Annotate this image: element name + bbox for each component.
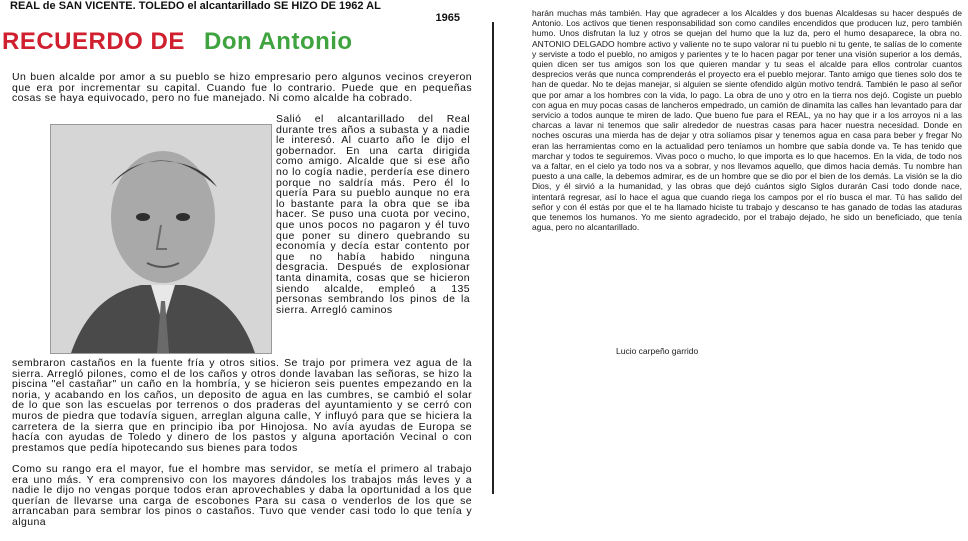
title-part-recuerdo: RECUERDO DE xyxy=(2,28,185,55)
beside-photo-paragraph: Salió el alcantarillado del Real durante tres años a subasta y a nadie le interesó. Al cuarto año le dijo el gobernador. En una carta dirigida como amigo. Alcalde que si ese año no lo cogía nadie, perdería ese dinero porque no saldría más. Pero él lo quería Para su pueblo aunque no era lo bastante para la obra que se iba hacer. Se puso una cuota por vecino, que unos pocos no pagaron y él tuvo que poner su dinero quebrando su economía y decía estar contento por que no había habido ninguna desgracia. Después de explosionar tanta dinamita, cosas que se hicieron siendo alcalde, empleó a 135 personas sembrando los pinos de la sierra. Arregló caminos xyxy=(276,113,470,316)
portrait-image-icon xyxy=(51,125,271,353)
portrait-photo xyxy=(50,124,272,354)
page-title xyxy=(2,28,353,56)
right-column xyxy=(532,8,962,232)
signature: Lucio carpeño garrido xyxy=(616,346,699,356)
column-divider xyxy=(492,22,494,494)
intro-paragraph: Un buen alcalde por amor a su pueblo se hizo empresario pero algunos vecinos creyeron que era por incrementar su capital. Cuando fue lo contrario. Puede que en pequeñas cosas se haya equivocado, pero no fue manejado. Ni como alcalde ha cobrado. xyxy=(12,71,472,105)
closing-paragraph: Como su rango era el mayor, fue el hombre mas servidor, se metía el primero al trabajo era uno más. Y era comprensivo con los mayores dándoles los trabajos más leves y a nadie le dijo no vengas porque todos eran aprovechables y daba la oportunidad a los que querían de llevarse una carga de escobones Para su casa o venderlos de los que se arrancaban para sembrar los pinos o castaños. Tuvo que vender casi todo lo que tenía y alguna xyxy=(12,463,472,528)
title-part-don-antonio: Don Antonio xyxy=(204,28,353,55)
header-year-end: 1965 xyxy=(435,12,460,24)
right-column-text: harán muchas más también. Hay que agradecer a los Alcaldes y dos buenas Alcaldesas su hacer después de Antonio. Los activos que tienen responsabilidad son como candiles encendidos que producen luz, pero también humo. Unos disfrutan la luz y otros se quejan del humo que la luz da, pero el humo desaparece, la obra no. ANTONIO DELGADO hombre activo y valiente no te supo valorar ni tu pueblo ni tu gente, te salías de lo comente y serviste a todo el pueblo, no amigos y parientes y te lo hacen pagar por tener una visión superior a los demás, quien dicen ser tus amigos son los que quieren mandar y tu seas el alcalde para ellos controlar cuantos desprecios verás que nunca comprenderás el proyecto era el pueblo mejorar. Tanto amigo que tienes solo dos te han de quedar. No te dejas manejar, si alguien se siente ofendido algún motivo tendrá. También le paso al señor que por amar a los hombres con la vida, lo pago. La obra de uno y otro en la tierra nos dejó. Cogiste un pueblo con agua en muy pocas casas de lancheros empedrado, un camión de dinamita las calles han levantado para dar servicio a todos aunque te miren de lado. Que bueno fue para el REAL, ya no hay que ir a los arroyos ni a las charcas a lavar ni tenemos que salir alrededor de nuestras casas para hacer nuestra necesidad. Donde en noches oscuras una mierda has de dejar y otra solíamos pisar y tenemos agua en casa para beber y fregar No eran las herramientas como en la actualidad pero teníamos un hombre que sabía donde va. Te has tenido que marchar y todos te seguiremos. Vivas poco o mucho, lo que importa es lo que hacemos. En la vida, de todo nos va a faltar, en el cielo ya todo nos va a sobrar, y nos llevamos aquello, que dimos hacia demás. Tu nombre han puesto a una calle, la debemos admirar, es de un hombre que se dio por el bien de los demás. La visión se la dio Dios, y él sirvió a la humanidad, y las obras que dejó cuántos siglo Siglos durarán Casi todo donde nace, intentará regresar, así lo hace el agua que cuando riega los campos por el río busca el mar. Tú has salido del señor y con él estás por que el te ha llamado hiciste tu trabajo y descanso te has ganado de todas las ataduras que tenemos los humanos. Yo me siento agradecido, por el trabajo dejado, he sido un beneficiado, que tenía agua, pero no alcantarillado. xyxy=(532,8,962,233)
below-photo-paragraph: sembraron castaños en la fuente fría y otros sitios. Se trajo por primera vez agua de la sierra. Arregló pilones, como el de los caños y otros donde lavaban las señoras, se hizo la piscina "el castañar" un caño en la hombría, y se hicieron seis puentes empezando en la noria, y acabando en los caños, un deposito de agua en las cumbres, se cambió el solar de lo que son las escuelas por terrenos o dos praderas del ayuntamiento y se cerró con muros de piedra que todavía siguen, arreglan alguna calle, Y influyó para que se hiciera la carretera de la sierra que en principio iba por Hinojosa. No avía ayudas de Europa se hacía con ayudas de Toledo y dinero de los pastos y alguna aportación Vecinal o con prestamos que pedía hipotecando sus bienes para todos xyxy=(12,357,472,454)
header-line xyxy=(10,0,480,24)
header-text: REAL de SAN VICENTE. TOLEDO el alcantarillado SE HIZO DE 1962 AL xyxy=(10,0,381,12)
